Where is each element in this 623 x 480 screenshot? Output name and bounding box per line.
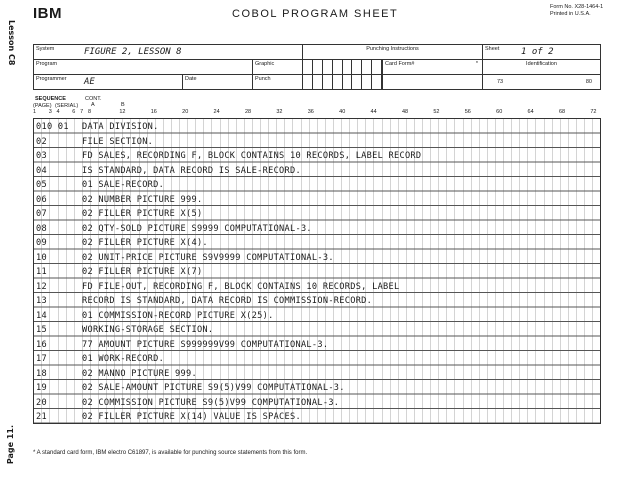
- sequence-number: 21: [36, 412, 47, 422]
- ibm-logo: IBM: [33, 5, 62, 22]
- punch-boxes[interactable]: [303, 75, 383, 89]
- column-tick-52: 52: [433, 109, 440, 115]
- code-text: 02 QTY-SOLD PICTURE S9999 COMPUTATIONAL-3.: [82, 223, 312, 234]
- column-tick-16: 16: [150, 109, 157, 115]
- column-tick-7: 7: [80, 109, 84, 115]
- b-margin-label: B: [121, 102, 125, 108]
- punching-instructions-header: Punching Instructions: [303, 45, 483, 59]
- code-line: [34, 265, 602, 279]
- sequence-number: 13: [36, 296, 47, 306]
- sequence-number: 02: [36, 136, 47, 147]
- code-line: [34, 164, 602, 178]
- sequence-number: 07: [36, 209, 47, 219]
- code-line: [34, 367, 602, 381]
- sequence-number: 15: [36, 325, 47, 335]
- side-label-right: Page 11.: [6, 425, 15, 465]
- program-field[interactable]: [33, 60, 253, 74]
- card-form-blank: [383, 75, 483, 89]
- printed-in: Printed in U.S.A.: [550, 11, 591, 17]
- code-line: [34, 193, 602, 207]
- column-tick-44: 44: [370, 109, 377, 115]
- sequence-number: 010 01: [36, 122, 69, 132]
- code-text: 02 MANNO PICTURE 999.: [82, 368, 197, 379]
- sequence-number: 06: [36, 194, 47, 205]
- column-tick-20: 20: [182, 109, 189, 115]
- code-text: RECORD IS STANDARD, DATA RECORD IS COMMISSION-RECORD.: [82, 296, 373, 306]
- footnote: * A standard card form, IBM electro C61897, is available for punching source statements from this form.: [33, 450, 308, 456]
- code-line: [34, 149, 602, 163]
- column-tick-32: 32: [276, 109, 283, 115]
- column-tick-4: 4: [56, 109, 60, 115]
- code-line: [34, 381, 602, 395]
- code-text: 01 WORK-RECORD.: [82, 354, 165, 364]
- code-text: 02 UNIT-PRICE PICTURE S9V9999 COMPUTATIONAL-3.: [82, 252, 334, 263]
- code-text: IS STANDARD, DATA RECORD IS SALE-RECORD.: [82, 165, 301, 176]
- serial-label: (SERIAL): [55, 103, 79, 109]
- column-tick-64: 64: [527, 109, 534, 115]
- sequence-number: 11: [36, 267, 47, 277]
- form-number: Form No. X28-1464-1: [550, 4, 604, 10]
- side-label-left: Lesson C8: [7, 20, 16, 66]
- sequence-label: SEQUENCE: [35, 96, 66, 102]
- header-row-system: [33, 44, 601, 59]
- column-tick-6: 6: [72, 109, 76, 115]
- code-text: FD SALES, RECORDING F, BLOCK CONTAINS 10 RECORDS, LABEL RECORD: [82, 151, 422, 161]
- header-row-programmer: [33, 74, 601, 90]
- sequence-number: 09: [36, 238, 47, 248]
- sequence-number: 08: [36, 223, 47, 234]
- sheet-field[interactable]: [483, 45, 601, 59]
- date-label: Date: [185, 76, 197, 82]
- form-number-block: [550, 4, 603, 18]
- code-line: [34, 410, 602, 424]
- code-text: 01 COMMISSION-RECORD PICTURE X(25).: [82, 310, 274, 321]
- page-label: (PAGE): [33, 103, 52, 109]
- card-form-field[interactable]: [383, 60, 483, 74]
- column-tick-60: 60: [496, 109, 503, 115]
- graphic-boxes[interactable]: [303, 60, 383, 74]
- card-form-asterisk: *: [475, 61, 478, 67]
- a-margin-label: A: [91, 102, 95, 108]
- column-tick-8: 8: [87, 109, 91, 115]
- column-tick-24: 24: [213, 109, 220, 115]
- graphic-label: Graphic: [253, 60, 303, 74]
- code-text: FILE SECTION.: [82, 136, 154, 147]
- code-line: [34, 120, 602, 134]
- code-line: [34, 280, 602, 294]
- code-line: [34, 396, 602, 410]
- code-text: 01 SALE-RECORD.: [82, 180, 165, 190]
- code-text: 02 FILLER PICTURE X(4).: [82, 238, 208, 248]
- sequence-number: 20: [36, 397, 47, 408]
- system-label: System: [36, 46, 55, 52]
- sequence-number: 04: [36, 165, 47, 176]
- code-line: [34, 222, 602, 236]
- code-text: 02 COMMISSION PICTURE S9(5)V99 COMPUTATIONAL-3.: [82, 397, 340, 408]
- code-line: [34, 352, 602, 366]
- programmer-field[interactable]: [33, 75, 183, 89]
- coding-grid: [33, 118, 601, 424]
- ident-end: 80: [585, 79, 592, 85]
- code-text: DATA DIVISION.: [82, 122, 159, 132]
- code-text: FD FILE-OUT, RECORDING F, BLOCK CONTAINS 10 RECORDS, LABEL: [82, 281, 400, 292]
- column-tick-3: 3: [48, 109, 52, 115]
- programmer-label: Programmer: [36, 76, 67, 82]
- date-field[interactable]: [183, 75, 253, 89]
- sequence-number: 12: [36, 281, 47, 292]
- sequence-number: 14: [36, 310, 47, 321]
- sheet-title: COBOL PROGRAM SHEET: [232, 8, 399, 20]
- sheet-label: Sheet: [485, 46, 500, 52]
- sequence-number: 18: [36, 368, 47, 379]
- identification-range[interactable]: [483, 75, 601, 89]
- column-tick-40: 40: [339, 109, 346, 115]
- code-text: 02 FILLER PICTURE X(5): [82, 209, 203, 219]
- code-text: 02 NUMBER PICTURE 999.: [82, 194, 203, 205]
- sheet-value: 1 of 2: [521, 47, 554, 57]
- code-text: 77 AMOUNT PICTURE S999999V99 COMPUTATIONAL-3.: [82, 339, 329, 350]
- programmer-value: AE: [84, 77, 95, 87]
- code-line: [34, 338, 602, 352]
- column-tick-72: 72: [590, 109, 597, 115]
- code-line: [34, 309, 602, 323]
- code-line: [34, 323, 602, 337]
- header-row-program: [33, 59, 601, 74]
- sequence-number: 10: [36, 252, 47, 263]
- column-tick-28: 28: [244, 109, 252, 115]
- sequence-number: 03: [36, 151, 47, 161]
- column-tick-48: 48: [401, 109, 409, 115]
- column-header: [33, 96, 601, 116]
- column-tick-68: 68: [558, 109, 566, 115]
- code-line: [34, 135, 602, 149]
- system-value: FIGURE 2, LESSON 8: [84, 47, 182, 57]
- column-tick-12: 12: [119, 109, 126, 115]
- code-line: [34, 294, 602, 308]
- column-tick-56: 56: [464, 109, 471, 115]
- punch-label: Punch: [253, 75, 303, 89]
- card-form-label: Card Form#: [385, 61, 415, 67]
- column-tick-1: 1: [33, 109, 37, 115]
- column-tick-36: 36: [307, 109, 314, 115]
- code-text: 02 FILLER PICTURE X(7): [82, 267, 203, 277]
- code-line: [34, 178, 602, 192]
- sequence-number: 19: [36, 383, 47, 393]
- program-label: Program: [36, 61, 58, 67]
- code-text: 02 FILLER PICTURE X(14) VALUE IS SPACES.: [82, 412, 301, 422]
- code-text: 02 SALE-AMOUNT PICTURE S9(5)V99 COMPUTATIONAL-3.: [82, 383, 345, 393]
- system-field[interactable]: [33, 45, 303, 59]
- cont-label: CONT.: [85, 96, 102, 102]
- sequence-number: 05: [36, 180, 47, 190]
- sequence-number: 16: [36, 339, 47, 350]
- code-text: WORKING-STORAGE SECTION.: [82, 325, 214, 335]
- code-line: [34, 207, 602, 221]
- header-block: [33, 44, 601, 90]
- identification-label: Identification: [483, 60, 601, 74]
- ident-start: 73: [497, 79, 504, 85]
- code-line: [34, 236, 602, 250]
- sequence-number: 17: [36, 354, 47, 364]
- code-line: [34, 251, 602, 265]
